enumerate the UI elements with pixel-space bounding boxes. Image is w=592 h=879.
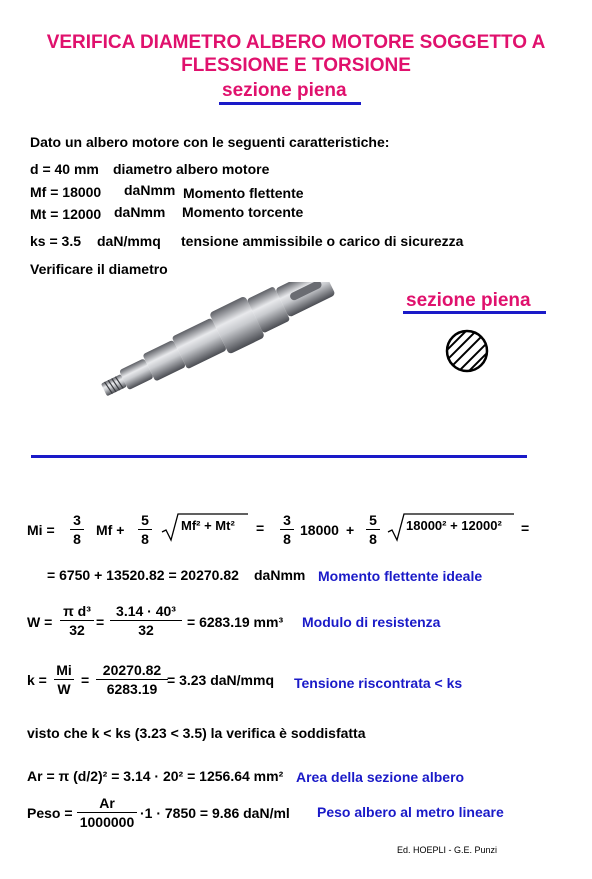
page-title-line2: FLESSIONE E TORSIONE <box>181 55 411 76</box>
publisher-credit: Ed. HOEPLI - G.E. Punzi <box>397 845 498 855</box>
peso-fraction: Ar 1000000 <box>77 795 137 830</box>
peso-label: Peso albero al metro lineare <box>317 804 504 820</box>
w-lhs: W = <box>27 614 53 630</box>
mi-mf-term: Mf + <box>96 522 125 538</box>
ar-expression: Ar = π (d/2)² = 3.14 · 20² = 1256.64 mm² <box>27 768 284 784</box>
section-label: sezione piena <box>406 290 531 311</box>
verify-instruction: Verificare il diametro <box>30 261 168 277</box>
k-fraction-numeric: 20270.82 6283.19 <box>96 662 168 697</box>
w-label: Modulo di resistenza <box>302 614 441 630</box>
mi-equals-end: = <box>521 520 530 536</box>
k-result: = 3.23 daN/mmq <box>167 672 274 688</box>
mi-fraction-5-8: 5 8 <box>138 512 152 547</box>
subtitle-underline <box>219 102 361 105</box>
w-fraction-pi-d3: π d³ 32 <box>60 603 94 638</box>
intro-text: Dato un albero motore con le seguenti caratteristiche: <box>30 134 390 150</box>
w-equals: = <box>96 614 105 630</box>
ar-label: Area della sezione albero <box>296 769 465 785</box>
k-label: Tensione riscontrata < ks <box>294 675 463 691</box>
peso-lhs: Peso = <box>27 805 73 821</box>
mi-fraction-5-8-b: 5 8 <box>366 512 380 547</box>
mi-equals: = <box>256 520 265 536</box>
d-description: diametro albero motore <box>113 161 270 177</box>
mi-fraction-3-8: 3 8 <box>70 512 84 547</box>
mi-root1-content: Mf² + Mt² <box>181 518 235 533</box>
mf-unit: daNmm <box>124 182 176 198</box>
k-lhs: k = <box>27 672 47 688</box>
solid-section-icon <box>444 328 490 374</box>
page-subtitle: sezione piena <box>222 80 347 101</box>
ks-description: tensione ammissibile o carico di sicurezza <box>181 233 464 249</box>
w-fraction-numeric: 3.14 · 40³ 32 <box>110 603 182 638</box>
mi-result-expr: = 6750 + 13520.82 = 20270.82 <box>47 567 239 583</box>
k-equals: = <box>81 672 90 688</box>
ks-unit: daN/mmq <box>97 233 161 249</box>
verification-statement: visto che k < ks (3.23 < 3.5) la verifica è soddisfatta <box>27 725 366 741</box>
peso-rest: ·1 · 7850 = 9.86 daN/ml <box>140 805 290 821</box>
ks-value: ks = 3.5 <box>30 233 81 249</box>
mi-plus: + <box>346 522 355 538</box>
k-fraction-symbolic: Mi W <box>54 662 74 697</box>
w-result: = 6283.19 mm³ <box>187 614 284 630</box>
page-title-line1: VERIFICA DIAMETRO ALBERO MOTORE SOGGETTO A <box>46 32 546 53</box>
mt-description: Momento torcente <box>182 204 304 220</box>
d-value: d = 40 mm <box>30 161 99 177</box>
section-label-underline <box>403 311 546 314</box>
shaft-image <box>96 282 356 412</box>
mi-lhs: Mi = <box>27 522 55 538</box>
mi-18000: 18000 <box>300 522 339 538</box>
mi-result-label: Momento flettente ideale <box>318 568 483 584</box>
mi-fraction-3-8-b: 3 8 <box>280 512 294 547</box>
mf-description: Momento flettente <box>183 185 304 201</box>
mt-value: Mt = 12000 <box>30 206 102 222</box>
mt-unit: daNmm <box>114 204 166 220</box>
mf-value: Mf = 18000 <box>30 184 102 200</box>
mi-result-unit: daNmm <box>254 567 306 583</box>
mi-root2-content: 18000² + 12000² <box>406 518 502 533</box>
section-divider <box>31 455 527 458</box>
